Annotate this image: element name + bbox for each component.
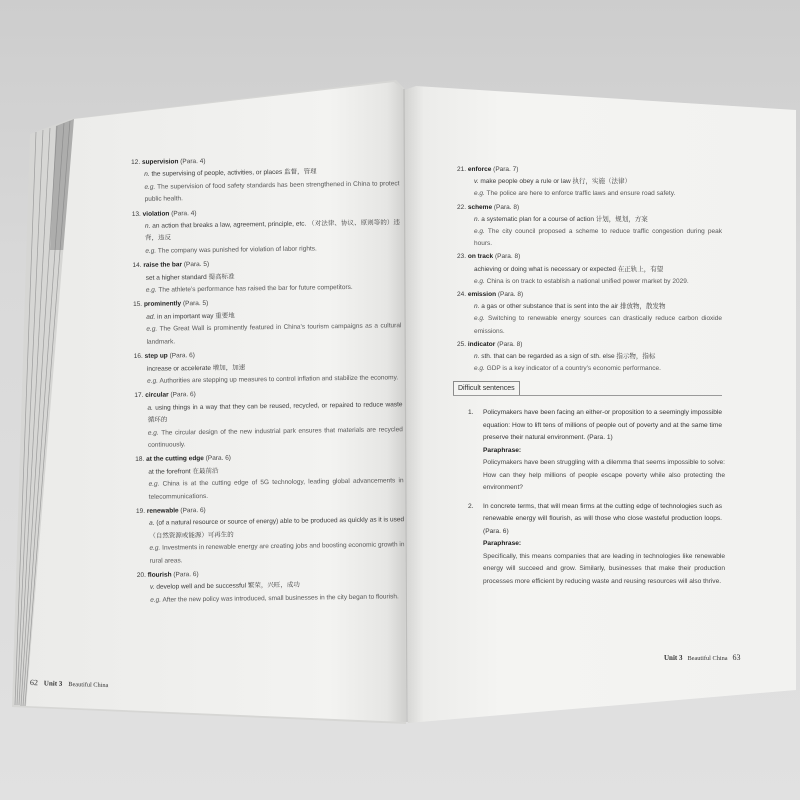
entry-example	[146, 321, 401, 349]
definition-text: increase or accelerate 增加，加速	[146, 363, 246, 373]
entry-heading	[457, 202, 722, 214]
example-label: e.g.	[474, 277, 485, 285]
example-label: e.g.	[474, 365, 485, 373]
sentence-number: 2.	[468, 502, 474, 510]
difficult-sentences-header	[453, 381, 722, 396]
vocab-entry	[131, 153, 400, 206]
entry-definition	[474, 351, 722, 363]
entry-definition	[145, 217, 400, 245]
entry-term: violation	[142, 210, 170, 218]
entry-term: flourish	[147, 571, 172, 579]
unit-title: Beautiful China	[687, 655, 728, 662]
entry-number: 17.	[134, 392, 144, 400]
definition-text: in an important way 重要地	[157, 312, 235, 321]
entry-number: 16.	[133, 352, 143, 361]
definition-text: develop well and be successful 繁荣，兴旺，成功	[156, 582, 300, 592]
entry-example	[145, 242, 400, 258]
right-page-vocabulary	[457, 164, 725, 594]
example-label: e.g.	[148, 480, 160, 488]
entry-para-ref: (Para. 8)	[493, 203, 520, 211]
example-text: Authorities are stepping up measures to control inflation and stabilize the economy.	[159, 374, 399, 385]
unit-label: Unit 3	[43, 679, 63, 688]
entry-number: 13.	[131, 210, 141, 218]
entry-term: on track	[467, 253, 494, 261]
entry-para-ref: (Para. 8)	[497, 291, 524, 299]
entry-number: 15.	[133, 301, 143, 309]
entry-definition	[149, 515, 404, 543]
unit-title: Beautiful China	[68, 681, 109, 690]
entry-term: prominently	[143, 300, 182, 309]
entry-para-ref: (Para. 6)	[170, 391, 196, 399]
entry-number: 23.	[457, 253, 467, 261]
entry-number: 25.	[457, 340, 467, 348]
difficult-sentence	[457, 501, 725, 589]
entry-definition	[147, 399, 402, 427]
entry-term: circular	[145, 391, 169, 400]
right-page-footer	[664, 653, 741, 662]
entry-number: 18.	[135, 456, 145, 464]
paraphrase-text: Specifically, this means companies that are leading in technologies like renewable energy will succeed and grow. Similarly, businesses that make their production processes more efficient by reducing waste and reusing resources will also thrive.	[483, 552, 725, 585]
entry-example	[149, 539, 404, 567]
entry-number: 21.	[457, 166, 467, 173]
example-label: e.g.	[147, 429, 159, 437]
entry-term: indicator	[467, 340, 496, 348]
definition-text: the supervising of people, activities, or places 监督，管理	[151, 168, 317, 179]
entry-para-ref: (Para. 8)	[494, 253, 521, 261]
vocab-entry	[457, 202, 722, 251]
part-of-speech: n.	[474, 303, 480, 311]
entry-para-ref: (Para. 6)	[180, 506, 206, 515]
example-text: China is on track to establish a national unified power market by 2029.	[486, 277, 689, 285]
left-page-vocabulary	[131, 153, 405, 609]
entry-number: 12.	[131, 158, 141, 166]
page-number: 62	[29, 678, 38, 688]
entry-term: supervision	[141, 158, 179, 166]
entry-term: scheme	[467, 203, 493, 211]
definition-text: make people obey a rule or law 执行，实施（法律）	[480, 178, 632, 186]
vocab-entry	[137, 566, 405, 607]
example-label: e.g.	[144, 183, 156, 191]
entry-term: emission	[467, 291, 497, 299]
example-text: Switching to renewable energy sources can drastically reduce carbon dioxide emissions.	[474, 315, 722, 335]
entry-definition	[474, 176, 722, 188]
vocab-entry	[134, 387, 403, 453]
definition-text: using things in a way that they can be reused, recycled, or repaired to reduce waste 循环的	[147, 400, 403, 424]
sentence-text: In concrete terms, that will mean firms at the cutting edge of technologies such as renewable energy will flourish, as will those who close wasteful production loops. (Para. 6)	[483, 502, 722, 535]
vocab-entry	[132, 205, 401, 258]
example-label: e.g.	[147, 377, 159, 385]
entry-number: 14.	[132, 262, 142, 270]
entry-term: at the cutting edge	[146, 455, 204, 464]
entry-term: enforce	[467, 166, 492, 173]
entry-para-ref: (Para. 6)	[169, 352, 195, 360]
example-label: e.g.	[145, 286, 157, 294]
entry-heading	[457, 164, 722, 176]
example-text: The athlete’s performance has raised the bar for future competitors.	[158, 283, 353, 294]
part-of-speech: v.	[474, 178, 479, 186]
vocab-entry	[135, 451, 404, 504]
sentence-row	[457, 407, 722, 445]
entry-example	[144, 178, 399, 206]
unit-label: Unit 3	[664, 654, 683, 662]
definition-text: a systematic plan for a course of action 计划，规划，方案	[481, 215, 648, 223]
entry-number: 20.	[136, 571, 146, 579]
entry-heading	[457, 289, 722, 301]
part-of-speech: n.	[144, 222, 151, 230]
definition-text: a gas or other substance that is sent into the air 排放物，散发物	[481, 303, 666, 311]
example-text: The city council proposed a scheme to reduce traffic congestion during peak hours.	[474, 228, 722, 248]
sentence-row	[457, 501, 722, 539]
paraphrase-label: Paraphrase:	[483, 540, 522, 548]
sentence-number: 1.	[468, 409, 474, 417]
part-of-speech: v.	[149, 584, 155, 592]
page-number: 63	[732, 653, 741, 662]
sentence-text: Policymakers have been facing an either-or proposition to a seemingly impossible equation: How to lift tens of millions of people out of poverty and at the same time preserve their natural environment. (Para. 1)	[483, 409, 722, 442]
definition-text: at the forefront 在最前沿	[148, 467, 219, 476]
example-label: e.g.	[150, 596, 162, 604]
entry-definition	[474, 301, 722, 313]
paraphrase-text: Policymakers have been struggling with a dilemma that seems impossible to solve: How can they help millions of people escape poverty while also protecting the environment?	[483, 459, 725, 492]
example-label: e.g.	[146, 325, 158, 334]
entry-number: 19.	[135, 507, 146, 515]
entry-term: step up	[144, 352, 168, 360]
vocab-entry	[134, 347, 402, 388]
entry-example	[148, 475, 403, 503]
entry-para-ref: (Para. 8)	[497, 340, 523, 348]
example-label: e.g.	[474, 315, 485, 323]
part-of-speech: n.	[474, 215, 480, 223]
entry-para-ref: (Para. 6)	[173, 571, 199, 579]
entry-number: 22.	[457, 203, 467, 211]
entry-para-ref: (Para. 6)	[205, 454, 232, 463]
vocab-entry	[457, 164, 722, 201]
entry-para-ref: (Para. 4)	[180, 157, 206, 166]
entry-heading	[457, 251, 722, 263]
example-label: e.g.	[145, 247, 157, 255]
entry-para-ref: (Para. 5)	[182, 300, 209, 308]
entry-heading	[457, 339, 722, 351]
part-of-speech: ad.	[146, 313, 156, 321]
entry-example	[474, 363, 722, 375]
entry-number: 24.	[457, 291, 467, 299]
entry-para-ref: (Para. 4)	[171, 209, 197, 218]
section-heading: Difficult sentences	[453, 381, 520, 395]
vocab-entry	[132, 256, 400, 297]
entry-example	[474, 313, 722, 337]
example-text: After the new policy was introduced, small businesses in the city began to flourish.	[162, 593, 399, 604]
entry-definition	[474, 214, 722, 226]
entry-example	[147, 372, 402, 388]
vocab-entry	[136, 502, 405, 568]
entry-para-ref: (Para. 5)	[183, 261, 210, 269]
entry-example	[148, 424, 403, 452]
definition-text: achieving or doing what is necessary or expected 在正轨上，有望	[474, 265, 664, 273]
example-label: e.g.	[474, 190, 485, 198]
entry-term: raise the bar	[143, 261, 183, 270]
definition-text: sth. that can be regarded as a sign of sth. else 指示物，指标	[481, 353, 656, 361]
difficult-sentence	[457, 407, 725, 495]
vocab-entry	[457, 339, 722, 376]
entry-definition	[474, 264, 722, 276]
entry-para-ref: (Para. 7)	[493, 166, 519, 173]
example-text: GDP is a key indicator of a country’s economic performance.	[486, 365, 661, 373]
entry-example	[474, 226, 722, 250]
definition-text: (of a natural resource or source of energy) able to be produced as quickly as it is used （自然资源或能源）可再生的	[149, 516, 405, 540]
vocab-entry	[133, 296, 402, 349]
paraphrase-label: Paraphrase:	[483, 446, 522, 454]
entry-example	[474, 188, 722, 200]
example-text: The company was punished for violation of labor rights.	[157, 245, 317, 255]
entry-example	[146, 281, 401, 297]
vocab-entry	[457, 289, 722, 338]
example-text: The police are here to enforce traffic laws and ensure road safety.	[486, 190, 676, 198]
definition-text: set a higher standard 提高标准	[145, 273, 235, 282]
example-text: The Great Wall is prominently featured in China’s tourism campaigns as a cultural landmark.	[146, 322, 402, 346]
vocab-entry	[457, 251, 722, 288]
part-of-speech: n.	[144, 171, 150, 179]
part-of-speech: a.	[149, 520, 155, 528]
definition-text: an action that breaks a law, agreement, principle, etc. （对法律、协议、原则等的）违背，违反	[145, 219, 400, 243]
example-text: The circular design of the new industrial park ensures that materials are recycled continuously.	[147, 425, 403, 449]
example-text: The supervision of food safety standards has been strengthened in China to protect public health.	[144, 180, 400, 204]
entry-term: renewable	[146, 507, 179, 515]
example-label: e.g.	[149, 544, 161, 552]
example-label: e.g.	[474, 228, 485, 236]
entry-example	[474, 276, 722, 288]
part-of-speech: n.	[474, 353, 480, 361]
example-text: China is at the cutting edge of 5G technology, leading global advancements in telecommunications.	[148, 477, 404, 501]
example-text: Investments in renewable energy are creating jobs and boosting economic growth in rural areas.	[149, 541, 405, 565]
part-of-speech: a.	[147, 404, 153, 412]
entry-example	[150, 591, 405, 607]
